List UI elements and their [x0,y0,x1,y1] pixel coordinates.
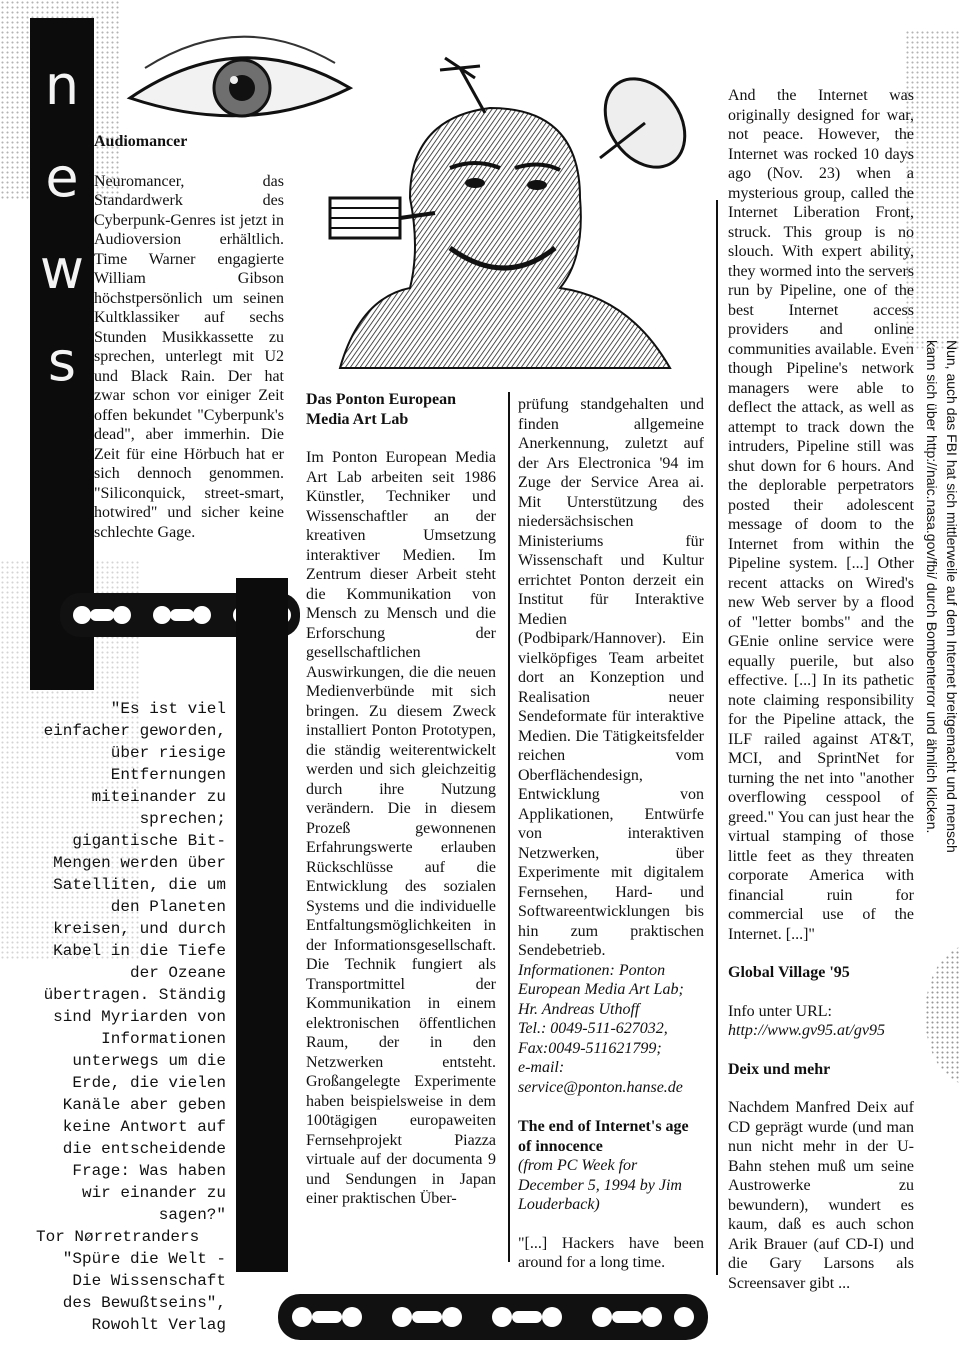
vertical-black-bar [236,578,288,1272]
column-rule-2 [716,200,718,1275]
audiomancer-heading: Audiomancer [94,133,188,150]
internet-age-heading: The end of Internet's age of innocence [518,1118,689,1155]
audiomancer-text: Neuromancer, das Standardwerk des Cyberpunk-Genres ist jetzt in Audioversion erhältlich. Time Warner engagierte William Gibson höchstpersönlich um seinen Kultklassiker auf sechs Stunden Musikkassette zu sprechen, unterlegt mit U2 und Black Rain. Der hat zwar schon vor einiger Zeit offen bekundet "Cyberpunk's dead", aber immerhin. Die Zeit für eine Hörbuch hat er sich dennoch genommen. "Siliconquick, street-smart, hotwired" und sicher keine schlechte Gage. [94,172,284,541]
global-village-info: Info unter URL: [728,1002,832,1020]
deix-text: Nachdem Manfred Deix auf CD geprägt wurde (und man nun nicht mehr in der U-Bahn stehen muß um seine Austrowerke zu bewundern), wundert es kaum, daß es auch schon Arik Brauer (auf CD-I) und die Gary Larsons als Screensaver gibt ... [728,1099,914,1292]
ponton-contact [518,961,704,1098]
quote-book: "Spüre die Welt - Die Wissenschaft des Bewußtseins", [62,1250,226,1312]
audiomancer-article [94,132,284,542]
letter-n: n [44,54,80,117]
deix-heading: Deix und mehr [728,1060,831,1078]
ponton-article-continued [518,395,704,1273]
info-text: Ponton European Media Art Lab; Hr. Andreas Uthoff [518,961,684,1018]
ponton-text: Im Ponton European Media Art Lab arbeiten seit 1986 Künstler, Techniker und Wissenschaftler an der kreativen Umsetzung interaktiver Medien. Im Zentrum dieser Arbeit steht die Kommunikation von Mensch zu Mensch und die Erforschung der gesellschaftlichen Auswirkungen, die die neuen Medienverbünde mit sich bringen. Zu diesem Zweck installiert Ponton Prototypen, die ständig weiterentwickelt werden und sich gleichzeitig durch ihre Nutzung verändern. Die in diesem Prozeß gewonnenen Erfahrungswerte erlauben Rückschlüsse auf die Entwicklung des sozialen Systems und die individuelle Entfaltungsmöglichkeiten in der Informationsgesellschaft. Die Technik fungiert als Transportmittel der Kommunikation in einem elektronischen öffentlichen Raum, der in den Netzwerken entsteht. Großangelegte Experimente haben beispielsweise in dem 100tägigen europaweiten Fernsehprojekt Piazza virtuale auf der documenta 9 und Sendungen in Japan einer praktischen Über- [306,449,496,1207]
internet-age-source: (from PC Week for December 5, 1994 by Jim Louderback) [518,1157,682,1213]
internet-age-text-continued: And the Internet was originally designed for war, not peace. However, the Internet was rocked 10 days ago (Nov. 23) when a mysterious group, called the Internet Liberation Front, struck. This group is no slouch. With expert ability, they wormed into the servers run by Pipeline, one of the best Internet access providers and online communities available. Even though Pipeline's network managers were able to deflect the attack, as well as attempt to track down the intruders, Pipeline still was shut down for 6 hours. And the deplorable perpetrators posted their adolescent message of doom to the Internet from within the Pipeline system. [...] Other recent attacks on Wired's new Web server by a flood of "letter bombs" and the GEnie online service were equally puerile, but also effective. [...] In its pathetic note claiming responsibility for the Pipeline attack, the ILF railed against AT&T, MCI, and SprintNet for turning the net into "another overflowing cesspool of greed." You can just hear the virtual stamping of those little feet as they threaten corporate America with financial ruin for commercial use of the Internet. [...]" [728,87,914,943]
ponton-text-continued: prüfung standgehalten und finden allgemeine Anerkennung, zuletzt auf der Ars Electronica '94 im Zuge der Service Area ai. Mit Unterstützung des niedersächsischen Ministeriums für Wissenschaft und Kultur errichtet Ponton derzeit ein Institut für Interaktive Medien (Podbipark/Hannover). Ein vielköpfiges Team arbeitet dort an Konzeption und Realisation neuer Sendeformate für interaktive Medien. Die Tätigkeitsfelder reichen vom Oberflächendesign, Entwicklung von Applikationen, Entwürfe von interaktiven Netzwerken, über Experimente mit digitalem Fernsehen, Hard- und Softwareentwicklungen bis hin zum praktischen Sendebetrieb. [518,396,704,959]
bicycle-chain-graphic-bottom [278,1282,708,1352]
fbi-note-line-2: kann sich über http://naic.nasa.gov/fbi/ durch Bombenterror und ähnlich klicken. [924,340,940,834]
quote-author: Tor Nørretranders [36,1228,200,1246]
email-label: e-mail: [518,1059,565,1076]
man-with-antennas-illustration [300,48,720,373]
tel: Tel.: 0049-511-627032, [518,1020,668,1037]
fax: Fax:0049-511621799; [518,1039,662,1057]
gray-circle-decoration [925,945,960,1085]
info-label: Informationen: [518,961,615,979]
quote-block [36,698,226,1336]
global-village-url[interactable]: http://www.gv95.at/gv95 [728,1022,886,1039]
fbi-side-note [917,340,960,900]
letter-w: w [39,238,85,301]
email-link[interactable]: service@ponton.hanse.de [518,1078,683,1096]
letter-e: e [45,146,79,209]
internet-article-continued [728,86,914,1293]
quote-publisher: Rowohlt Verlag [91,1316,226,1334]
quote-text: "Es ist viel einfacher geworden, über riesige Entfernungen miteinander zu sprechen; gigantische Bit-Mengen werden über Satelliten, die um den Planeten kreisen, und durch Kabel in die Tiefe der Ozeane übertragen. Ständig sind Myriarden von Informationen unterwegs um die Erde, die vielen Kanäle aber geben keine Antwort auf die entscheidende Frage: Was haben wir einander zu sagen?" [43,700,226,1224]
letter-s: s [47,330,77,393]
news-letters [30,40,94,408]
global-village-heading: Global Village '95 [728,964,850,981]
ponton-heading: Das Ponton European Media Art Lab [306,391,456,428]
column-rule-1 [508,392,510,1262]
fbi-note-line-1: Nun, auch das FBI hat sich mittlerweile auf dem Internet breitgemacht und mensch [944,340,960,853]
ponton-article [306,390,496,1209]
internet-age-text: "[...] Hackers have been around for a long time. [518,1234,704,1271]
